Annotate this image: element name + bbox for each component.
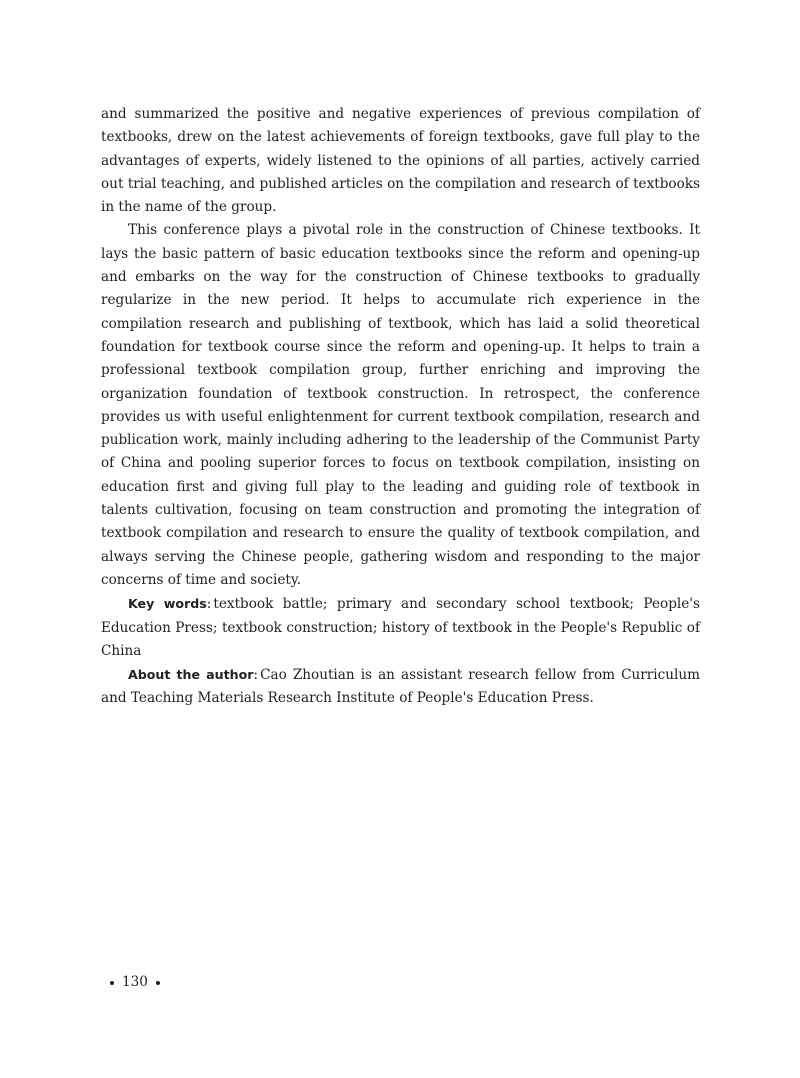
author-paragraph [101,663,700,711]
page-number-dot-left [110,981,114,985]
page-number [101,972,168,992]
author-separator: : [253,667,259,684]
keywords-paragraph [101,592,700,663]
document-body [101,103,700,711]
author-text: Cao Zhoutian is an assistant research fellow from Curriculum and Teaching Materials Research Institute of People's Education Press. [101,667,700,707]
paragraph-conference-role: This conference plays a pivotal role in the construction of Chinese textbooks. It lays the basic pattern of basic education textbooks since the reform and opening-up and embarks on the way for the construction of Chinese textbooks to gradually regularize in the new period. It helps to accumulate rich experience in the compilation research and publishing of textbook, which has laid a solid theoretical foundation for textbook course since the reform and opening-up. It helps to train a professional textbook compilation group, further enriching and improving the organization foundation of textbook construction. In retrospect, the conference provides us with useful enlightenment for current textbook compilation, research and publication work, mainly including adhering to the leadership of the Communist Party of China and pooling superior forces to focus on textbook compilation, insisting on education first and giving full play to the leading and guiding role of textbook in talents cultivation, focusing on team construction and promoting the integration of textbook compilation and research to ensure the quality of textbook compilation, and always serving the Chinese people, gathering wisdom and responding to the major concerns of time and society. [101,222,700,588]
page-number-dot-right [156,981,160,985]
author-label: About the author [128,667,254,683]
paragraph-continued: and summarized the positive and negative experiences of previous compilation of textbooks, drew on the latest achievements of foreign textbooks, gave full play to the advantages of experts, widely listened to the opinions of all parties, actively carried out trial teaching, and published articles on the compilation and research of textbooks in the name of the group. [101,106,700,216]
keywords-text: textbook battle; primary and secondary school textbook; People's Education Press; textbook construction; history of textbook in the People's Republic of China [101,596,701,659]
page-number-text: 130 [122,974,148,990]
keywords-separator: : [206,596,212,613]
keywords-label: Key words [128,596,207,612]
